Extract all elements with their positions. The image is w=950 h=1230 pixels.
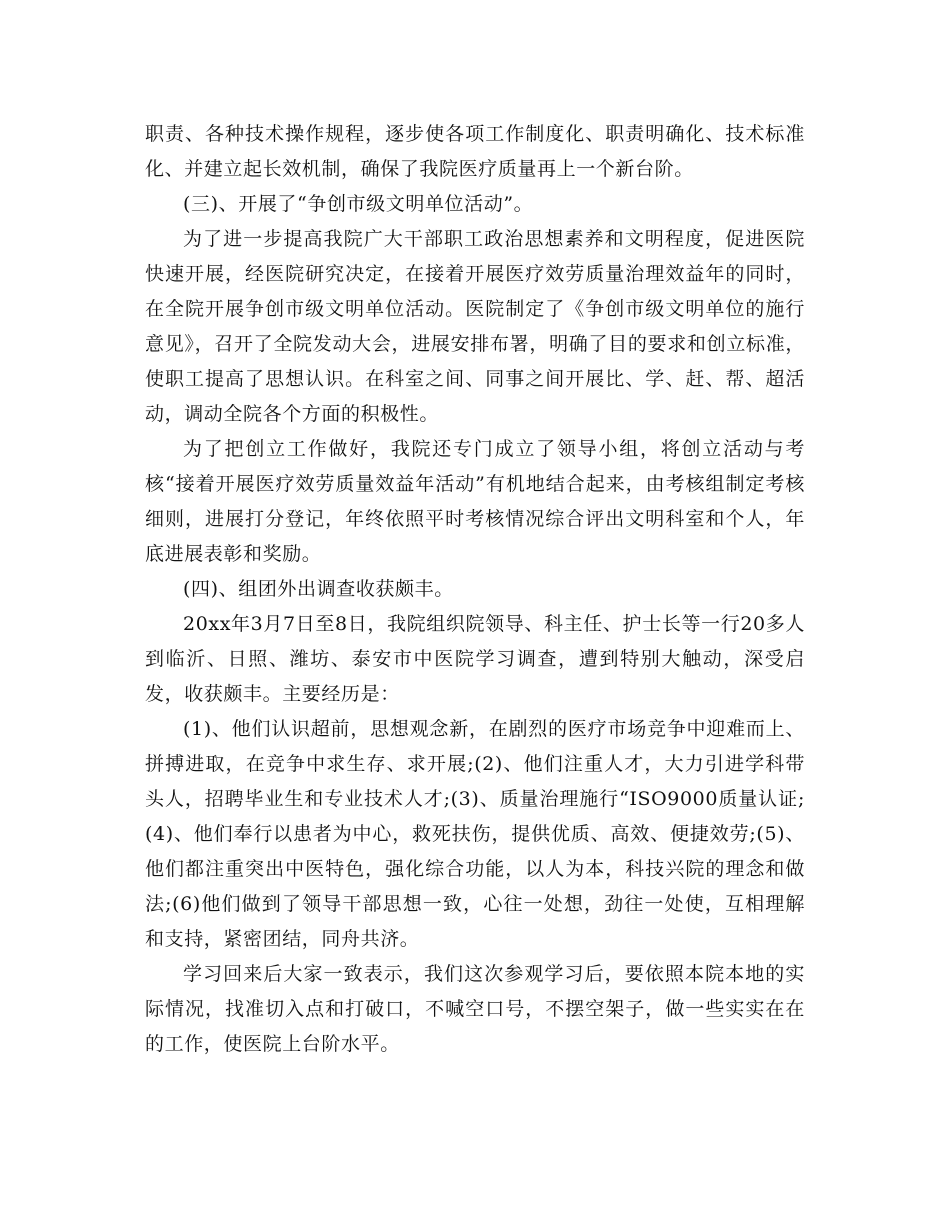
paragraph-experience-list: (1)、他们认识超前，思想观念新，在剧烈的医疗市场竞争中迎难而上、拼搏进取，在竞争中求生存、求开展;(2)、他们注重人才，大力引进学科带头人，招聘毕业生和专业技术人才;(3)、质量治理施行“ISO9000质量认证;(4)、他们奉行以患者为中心，救死扶伤，提供优质、高效、便捷效劳;(5)、他们都注重突出中医特色，强化综合功能，以人为本，科技兴院的理念和做法;(6)他们做到了领导干部思想一致，心往一处想，劲往一处使，互相理解和支持，紧密团结，同舟共济。 — [145, 718, 805, 950]
paragraph-conclusion: 学习回来后大家一致表示，我们这次参观学习后，要依照本院本地的实际情况，找准切入点和打破口，不喊空口号，不摆空架子，做一些实实在在的工作，使医院上台阶水平。 — [145, 963, 805, 1055]
paragraph-civilization-activity: 为了进一步提高我院广大干部职工政治思想素养和文明程度，促进医院快速开展，经医院研究决定，在接着开展医疗效劳质量治理效益年的同时，在全院开展争创市级文明单位活动。医院制定了《争创市级文明单位的施行意见》，召开了全院发动大会，进展安排布署，明确了目的要求和创立标准，使职工提高了思想认识。在科室之间、同事之间开展比、学、赶、帮、超活动，调动全院各个方面的积极性。 — [145, 228, 805, 425]
paragraph-leadership-group: 为了把创立工作做好，我院还专门成立了领导小组，将创立活动与考核“接着开展医疗效劳质量效益年活动”有机地结合起来，由考核组制定考核细则，进展打分登记，年终依照平时考核情况综合评出文明科室和个人，年底进展表彰和奖励。 — [145, 438, 805, 565]
document-body — [145, 117, 805, 1062]
section-heading-3: (三)、开展了“争创市级文明单位活动”。 — [183, 193, 534, 215]
section-heading-4: (四)、组团外出调查收获颇丰。 — [183, 578, 454, 600]
paragraph-study-trip: 20xx年3月7日至8日，我院组织院领导、科主任、护士长等一行20多人到临沂、日照、潍坊、泰安市中医院学习调查，遭到特别大触动，深受启发，收获颇丰。主要经历是： — [145, 613, 805, 705]
paragraph-continuation: 职责、各种技术操作规程，逐步使各项工作制度化、职责明确化、技术标准化、并建立起长效机制，确保了我院医疗质量再上一个新台阶。 — [145, 123, 805, 180]
